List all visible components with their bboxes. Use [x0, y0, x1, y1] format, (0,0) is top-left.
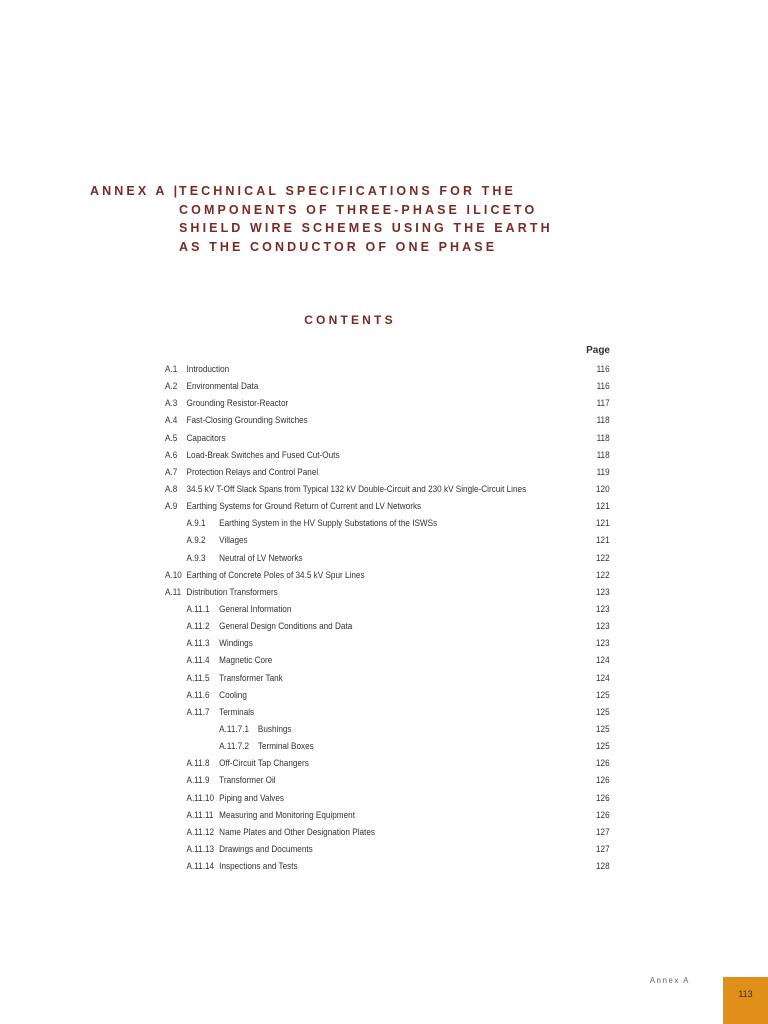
toc-entry[interactable]	[165, 532, 610, 549]
toc-entry-number: A.11.12	[186, 826, 215, 838]
toc-entry-label: Terminals	[219, 706, 255, 718]
toc-entry[interactable]	[165, 635, 610, 652]
toc-entry-label: Fast-Closing Grounding Switches	[186, 415, 308, 427]
annex-prefix: ANNEX A |	[90, 184, 181, 198]
toc-entry[interactable]	[165, 601, 610, 618]
toc-entry-page: 127	[595, 826, 610, 838]
toc-entry-label: General Design Conditions and Data	[219, 621, 353, 633]
toc-entry-label: Earthing of Concrete Poles of 34.5 kV Spur Lines	[186, 569, 365, 581]
toc-entry[interactable]	[165, 430, 610, 447]
toc-entry-number: A.11.5	[186, 672, 210, 684]
toc-entry-page: 120	[595, 483, 610, 495]
toc-entry[interactable]	[165, 447, 610, 464]
toc-entry-page: 125	[595, 723, 610, 735]
toc-entry-page: 122	[595, 569, 610, 581]
toc-entry-number: A.11.7.2	[219, 741, 250, 753]
toc-entry-number: A.11.2	[186, 621, 210, 633]
page-number-tab	[723, 977, 768, 1024]
toc-entry-number: A.11.10	[186, 792, 215, 804]
toc-entry-number: A.6	[165, 449, 178, 461]
toc-entry-page: 125	[595, 741, 610, 753]
toc-entry-page: 123	[595, 638, 610, 650]
toc-entry-number: A.2	[165, 381, 178, 393]
toc-entry-label: Protection Relays and Control Panel	[186, 466, 319, 478]
toc-entry-label: Magnetic Core	[219, 655, 273, 667]
toc-entry-number: A.4	[165, 415, 178, 427]
toc-entry[interactable]	[165, 378, 610, 395]
toc-entry-label: Transformer Tank	[219, 672, 283, 684]
annex-title-line-3: SHIELD WIRE SCHEMES USING THE EARTH	[179, 221, 553, 235]
toc-entry-page: 124	[595, 672, 610, 684]
toc-entry-label: Neutral of LV Networks	[219, 552, 303, 564]
annex-title-line-2: COMPONENTS OF THREE-PHASE ILICETO	[179, 202, 538, 217]
toc-entry-number: A.3	[165, 398, 178, 410]
toc-entry-label: Off-Circuit Tap Changers	[219, 758, 309, 770]
toc-entry[interactable]	[165, 498, 610, 515]
toc-entry[interactable]	[165, 652, 610, 669]
toc-entry-number: A.11	[165, 586, 182, 598]
toc-entry-number: A.11.13	[186, 843, 215, 855]
toc-entry-page: 116	[596, 364, 610, 375]
toc-entry-label: Windings	[219, 638, 253, 650]
annex-title	[90, 182, 553, 256]
toc-entry[interactable]	[165, 824, 610, 841]
toc-entry-label: Introduction	[186, 364, 230, 375]
toc-entry-page: 126	[595, 792, 610, 804]
toc-entry-page: 126	[595, 775, 610, 787]
toc-entry-number: A.10	[165, 569, 182, 581]
toc-entry-number: A.7	[165, 466, 178, 478]
toc-entry-label: Distribution Transformers	[186, 586, 278, 598]
toc-entry[interactable]	[165, 464, 610, 481]
toc-entry-page: 127	[595, 843, 610, 855]
toc-entry-label: Load-Break Switches and Fused Cut-Outs	[186, 449, 340, 461]
toc-entry-page: 116	[596, 381, 610, 393]
toc-entry[interactable]	[165, 395, 610, 412]
footer-section-label: Annex A	[649, 976, 690, 985]
toc-entry-page: 121	[595, 501, 610, 513]
toc-entry-number: A.11.7.1	[219, 723, 250, 735]
toc-entry-page: 128	[595, 861, 610, 873]
toc-entry-number: A.9.2	[186, 535, 206, 547]
contents-heading: CONTENTS	[304, 313, 396, 327]
toc-entry[interactable]	[165, 807, 610, 824]
toc-entry[interactable]	[165, 481, 610, 498]
toc-entry[interactable]	[165, 412, 610, 429]
toc-entry[interactable]	[165, 567, 610, 584]
toc-entry-page: 121	[595, 518, 610, 530]
toc-entry[interactable]	[165, 841, 610, 858]
toc-entry-page: 118	[596, 449, 610, 461]
page-column-header: Page	[586, 345, 610, 356]
annex-title-line-1: ANNEX A |TECHNICAL SPECIFICATIONS FOR THE	[90, 182, 553, 201]
toc-entry-label: Drawings and Documents	[219, 843, 313, 855]
toc-entry-label: Name Plates and Other Designation Plates	[219, 826, 375, 838]
toc-entry-number: A.5	[165, 432, 178, 444]
toc-entry-page: 118	[596, 432, 610, 444]
toc-entry-number: A.11.6	[186, 689, 210, 701]
toc-entry-label: Grounding Resistor-Reactor	[186, 398, 289, 410]
toc-entry[interactable]	[165, 584, 610, 601]
toc-entry-label: Measuring and Monitoring Equipment	[219, 809, 355, 821]
toc-entry-label: Capacitors	[186, 432, 226, 444]
toc-entry-page: 119	[596, 466, 610, 478]
toc-entry[interactable]	[165, 704, 610, 721]
toc-entry-page: 126	[595, 758, 610, 770]
toc-entry-page: 124	[595, 655, 610, 667]
toc-entry[interactable]	[165, 738, 610, 755]
toc-entry[interactable]	[165, 721, 610, 738]
toc-entry-label: Earthing System in the HV Supply Substations of the ISWSs	[219, 518, 438, 530]
toc-entry[interactable]	[165, 361, 610, 378]
toc-entry-label: Cooling	[219, 689, 247, 701]
toc-entry-page: 122	[595, 552, 610, 564]
toc-entry[interactable]	[165, 550, 610, 567]
toc-entry-number: A.11.4	[186, 655, 210, 667]
toc-entry[interactable]	[165, 755, 610, 772]
toc-entry-label: Bushings	[257, 723, 292, 735]
toc-entry-number: A.11.7	[186, 706, 210, 718]
toc-entry-page: 117	[596, 398, 610, 410]
toc-entry-page: 123	[595, 586, 610, 598]
toc-entry-number: A.8	[165, 483, 178, 495]
toc-entry[interactable]	[165, 670, 610, 687]
toc-entry-label: Earthing Systems for Ground Return of Current and LV Networks	[186, 501, 422, 513]
toc-entry[interactable]	[165, 618, 610, 635]
toc-entry-label: 34.5 kV T-Off Slack Spans from Typical 132 kV Double-Circuit and 230 kV Single-Circuit Lines	[186, 483, 527, 495]
toc-entry-label: Environmental Data	[186, 381, 259, 393]
toc-entry[interactable]	[165, 790, 610, 807]
page-number: 113	[738, 989, 753, 999]
toc-entry-number: A.1	[165, 364, 178, 375]
toc-entry[interactable]	[165, 772, 610, 789]
toc-entry-number: A.9	[165, 501, 178, 513]
toc-entry-label: General Information	[219, 603, 292, 615]
toc-entry-page: 125	[595, 706, 610, 718]
toc-entry-page: 123	[595, 603, 610, 615]
toc-entry[interactable]	[165, 515, 610, 532]
toc-entry-page: 123	[595, 621, 610, 633]
toc-entry-number: A.11.11	[186, 809, 214, 821]
toc-entry-label: Inspections and Tests	[219, 861, 298, 873]
toc-entry-number: A.9.1	[186, 518, 206, 530]
toc-entry-number: A.11.9	[186, 775, 210, 787]
toc-entry-number: A.9.3	[186, 552, 206, 564]
table-of-contents	[165, 361, 610, 875]
toc-entry-label: Piping and Valves	[219, 792, 284, 804]
toc-entry[interactable]	[165, 858, 610, 875]
toc-entry-number: A.11.8	[186, 758, 210, 770]
annex-title-line-4: AS THE CONDUCTOR OF ONE PHASE	[179, 239, 498, 254]
toc-entry-number: A.11.1	[186, 603, 210, 615]
toc-entry-label: Villages	[219, 535, 248, 547]
toc-entry-page: 118	[596, 415, 610, 427]
toc-entry-page: 125	[595, 689, 610, 701]
toc-entry-page: 126	[595, 809, 610, 821]
toc-entry-number: A.11.14	[186, 861, 215, 873]
toc-entry-number: A.11.3	[186, 638, 210, 650]
toc-entry-label: Transformer Oil	[219, 775, 276, 787]
toc-entry[interactable]	[165, 687, 610, 704]
toc-entry-page: 121	[595, 535, 610, 547]
toc-entry-label: Terminal Boxes	[257, 741, 314, 753]
